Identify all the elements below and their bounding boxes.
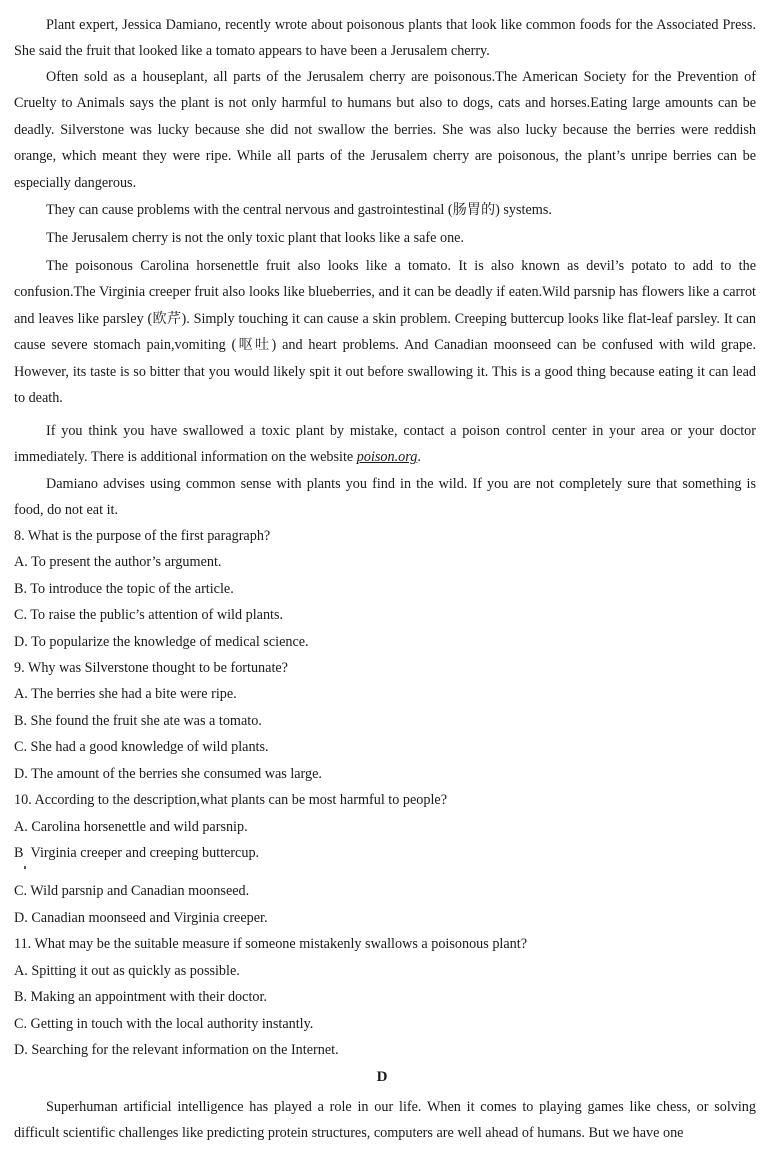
paragraph-6-end: . <box>417 449 421 466</box>
question-11-option-d: D. Searching for the relevant information on the Internet. <box>14 1042 339 1058</box>
question-9-stem: 9. Why was Silverstone thought to be fortunate? <box>14 660 288 676</box>
question-9-option-a: A. The berries she had a bite were ripe. <box>14 686 237 702</box>
paragraph-2: Often sold as a houseplant, all parts of the Jerusalem cherry are poisonous.The American Society for the Prevention of Cruelty to Animals says the plant is not only harmful to humans but also to dogs, cats and horses.Eating large amounts can be deadly. Silverstone was lucky because she did not swallow the berries. She was also lucky because the berries were reddish orange, which meant they were ripe. While all parts of the Jerusalem cherry are poisonous, the plant’s unripe berries can be especially dangerous. <box>14 69 756 191</box>
question-8-option-a: A. To present the author’s argument. <box>14 554 222 570</box>
question-11-option-c: C. Getting in touch with the local authority instantly. <box>14 1016 314 1032</box>
question-8-stem: 8. What is the purpose of the first paragraph? <box>14 528 271 544</box>
question-11-option-a: A. Spitting it out as quickly as possible. <box>14 963 240 979</box>
question-11-option-b: B. Making an appointment with their doctor. <box>14 989 267 1005</box>
section-d-paragraph-1: Superhuman artificial intelligence has played a role in our life. When it comes to playing games like chess, or solving difficult scientific challenges like predicting protein structures, computers are well ahead of humans. But we have one <box>14 1099 756 1142</box>
website-link[interactable]: poison.org <box>356 449 418 466</box>
question-10-option-a: A. Carolina horsenettle and wild parsnip. <box>14 819 248 835</box>
paragraph-3: They can cause problems with the central nervous and gastrointestinal (肠胃的) systems. <box>46 202 552 218</box>
question-9-option-d: D. The amount of the berries she consumed was large. <box>14 766 322 782</box>
question-10-option-c: C. Wild parsnip and Canadian moonseed. <box>14 883 250 899</box>
question-10-option-d: D. Canadian moonseed and Virginia creeper. <box>14 910 268 926</box>
stray-mark <box>24 866 26 869</box>
section-heading: D <box>376 1069 388 1085</box>
question-10-option-b: B Virginia creeper and creeping buttercup. <box>14 845 260 861</box>
question-8-option-c: C. To raise the public’s attention of wild plants. <box>14 607 284 623</box>
paragraph-6 <box>14 418 756 471</box>
question-8-option-b: B. To introduce the topic of the article. <box>14 581 234 597</box>
question-9-option-b: B. She found the fruit she ate was a tomato. <box>14 713 262 729</box>
paragraph-6-text: If you think you have swallowed a toxic plant by mistake, contact a poison control center in your area or your doctor immediately. There is additional information on the website <box>14 423 756 466</box>
paragraph-5: The poisonous Carolina horsenettle fruit also looks like a tomato. It is also known as devil’s potato to add to the confusion.The Virginia creeper fruit also looks like blueberries, and it can be deadly if eaten.Wild parsnip has flowers like a carrot and leaves like parsley (欧芹). Simply touching it can cause a skin problem. Creeping buttercup looks like flat-leaf parsley. It can cause severe stomach pain,vomiting (呕吐) and heart problems. And Canadian moonseed can be confused with wild grape. However, its taste is so bitter that you would likely spit it out before swallowing it. This is a good thing because eating it can lead to death. <box>14 258 756 407</box>
question-8-option-d: D. To popularize the knowledge of medical science. <box>14 634 309 650</box>
paragraph-7: Damiano advises using common sense with plants you find in the wild. If you are not completely sure that something is food, do not eat it. <box>14 476 756 519</box>
question-9-option-c: C. She had a good knowledge of wild plants. <box>14 739 269 755</box>
question-10-stem: 10. According to the description,what plants can be most harmful to people? <box>14 792 448 808</box>
paragraph-1: Plant expert, Jessica Damiano, recently wrote about poisonous plants that look like common foods for the Associated Press. She said the fruit that looked like a tomato appears to have been a Jerusalem cherry. <box>14 17 756 60</box>
paragraph-4: The Jerusalem cherry is not the only toxic plant that looks like a safe one. <box>46 230 465 246</box>
question-11-stem: 11. What may be the suitable measure if someone mistakenly swallows a poisonous plant? <box>14 936 528 952</box>
